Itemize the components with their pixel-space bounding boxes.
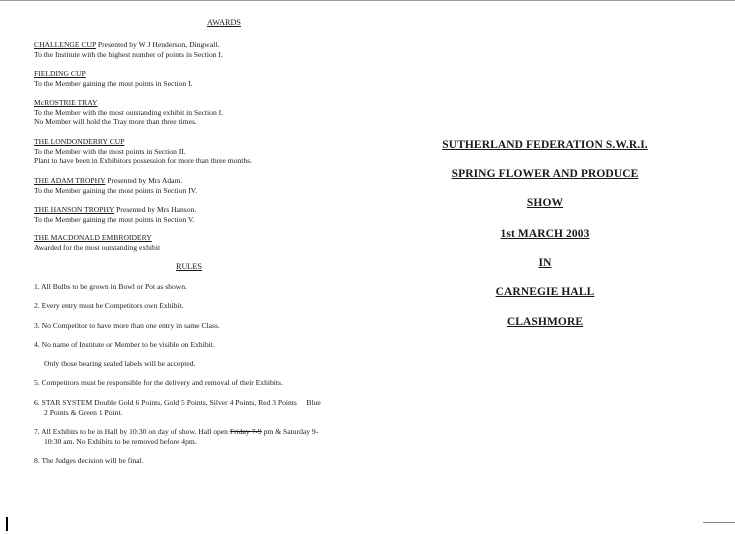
rule-2: 2. Every entry must be Competitors own Exhibit.	[34, 301, 184, 310]
award-name: THE MACDONALD EMBROIDERY	[34, 233, 152, 242]
rule-7-struck-text: Friday 7-9	[229, 427, 262, 436]
award-londonderry-cup	[34, 137, 414, 166]
rule-7	[34, 427, 364, 446]
award-presenter: Presented by W J Henderson, Dingwall.	[95, 40, 220, 49]
award-description: To the Member with the most outstanding exhibit in Section I.	[34, 107, 224, 117]
event-date: 1st MARCH 2003	[500, 228, 590, 240]
top-border-line	[0, 0, 735, 1]
venue-name: CARNEGIE HALL	[495, 286, 595, 298]
scan-mark-right	[703, 522, 735, 523]
award-description: To the Institute with the highest number of points in Section I.	[34, 49, 223, 59]
rule-4: 4. No name of Institute or Member to be visible on Exhibit.	[34, 340, 215, 349]
award-presenter: Presented by Mrs Adam.	[105, 176, 183, 185]
award-description: To the Member gaining the most points in Section V.	[34, 214, 195, 224]
in-label: IN	[538, 257, 552, 269]
award-description: Awarded for the most outstanding exhibit	[34, 242, 161, 252]
award-hanson-trophy	[34, 205, 414, 224]
federation-title: SUTHERLAND FEDERATION S.W.R.I.	[442, 139, 648, 151]
rule-7-line-2: 10:30 am. No Exhibits to be removed before 4pm.	[44, 436, 197, 446]
rule-5: 5. Competitors must be responsible for the delivery and removal of their Exhibits.	[34, 378, 283, 387]
award-description: To the Member gaining the most points in Section IV.	[34, 185, 197, 195]
rule-7-text-end: pm & Saturday 9-	[261, 427, 319, 436]
award-presenter: Presented by Mrs Hanson.	[114, 205, 197, 214]
rules-heading: RULES	[176, 262, 202, 271]
award-mcrostrie-tray	[34, 98, 414, 127]
rule-7-text: 7. All Exhibits to be in Hall by 10:30 on day of show. Hall open	[34, 427, 230, 436]
rule-6-line-1: 6. STAR SYSTEM Double Gold 6 Points, Gold 5 Points, Silver 4 Points, Red 3 Points Blue	[34, 398, 321, 407]
award-description: No Member will hold the Tray more than three times.	[34, 117, 197, 126]
rule-6	[34, 398, 364, 417]
event-title: SPRING FLOWER AND PRODUCE	[451, 168, 639, 180]
rule-3: 3. No Competitor to have more than one entry in same Class.	[34, 321, 220, 330]
rule-8: 8. The Judges decision will be final.	[34, 456, 144, 465]
awards-heading: AWARDS	[207, 18, 241, 27]
venue-place: CLASHMORE	[506, 316, 584, 328]
award-name: THE HANSON TROPHY	[34, 205, 115, 214]
show-title: SHOW	[526, 197, 564, 209]
award-name: FIELDING CUP	[34, 69, 86, 78]
award-description: Plant to have been in Exhibitors possession for more than three months.	[34, 156, 253, 165]
award-name: THE ADAM TROPHY	[34, 176, 106, 185]
rule-6-line-2: 2 Points & Green 1 Point.	[44, 407, 123, 417]
rule-1: 1. All Bulbs to be grown in Bowl or Pot as shown.	[34, 282, 187, 291]
award-fielding-cup	[34, 69, 414, 88]
award-name: THE LONDONDERRY CUP	[34, 137, 125, 146]
award-adam-trophy	[34, 176, 414, 195]
award-name: CHALLENGE CUP	[34, 40, 96, 49]
award-description: To the Member with the most points in Section II.	[34, 146, 186, 156]
rule-4-note: Only those bearing sealed labels will be accepted.	[44, 359, 196, 368]
award-macdonald-embroidery	[34, 233, 414, 252]
scan-mark-left	[6, 517, 8, 531]
award-name: McROSTRIE TRAY	[34, 98, 98, 107]
award-challenge-cup	[34, 40, 414, 59]
award-description: To the Member gaining the most points in Section I.	[34, 78, 193, 88]
